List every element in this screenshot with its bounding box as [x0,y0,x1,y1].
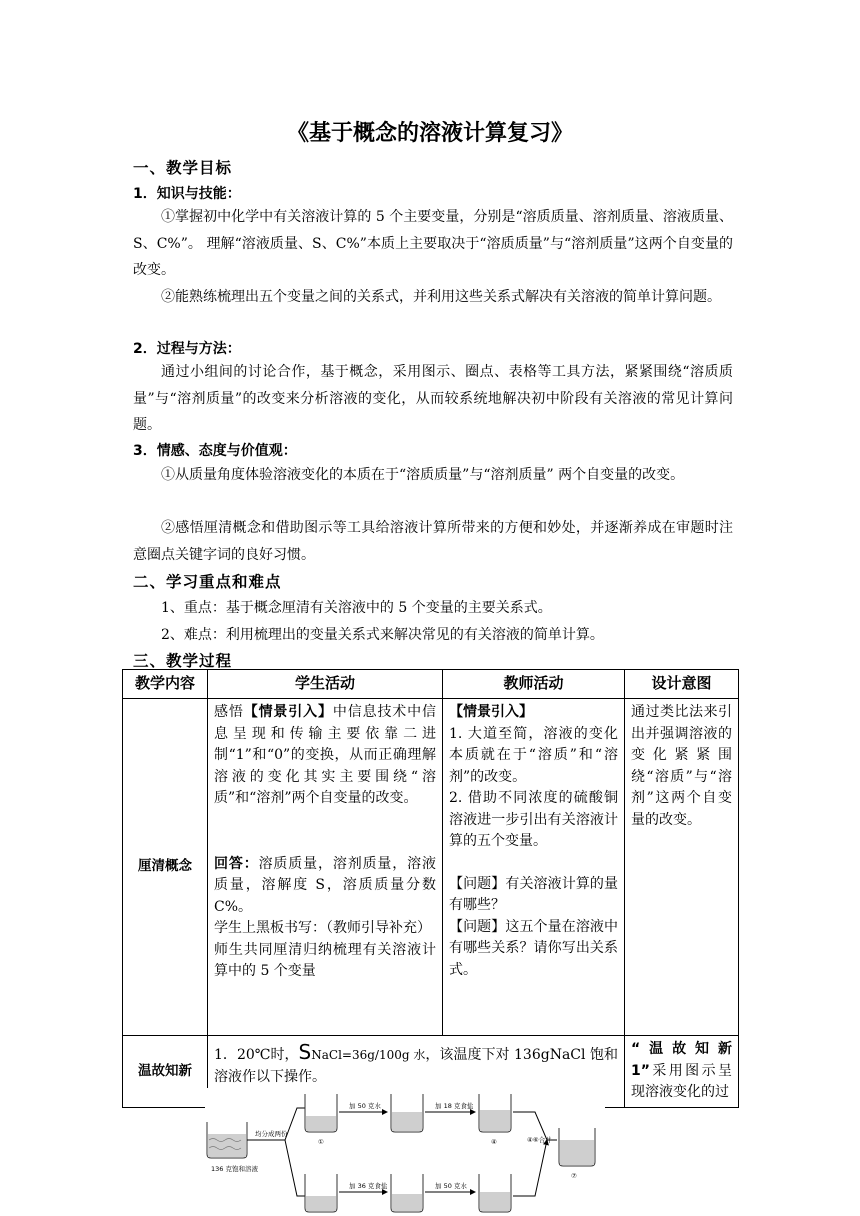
focus-point: 1、重点：基于概念厘清有关溶液中的 5 个变量的主要关系式。 [161,600,552,616]
student-activity-cell [208,699,443,1036]
split-label: 均分成两份 [255,1130,288,1138]
top-step-1-label: 加 50 克水 [349,1102,381,1110]
design-intent-cell: 通过类比法来引出并强调溶液的变化紧紧围绕“溶质”与“溶剂”这两个自变量的改变。 [625,699,739,1036]
table-header-row [123,670,739,699]
header-student: 学生活动 [208,670,443,699]
teaching-process-table [122,669,739,1108]
subheading-knowledge: 1．知识与技能： [133,186,241,202]
teacher-question-1: 【问题】有关溶液计算的量有哪些？ [449,875,618,913]
bottom-step-1-label: 加 36 克食盐 [349,1182,388,1190]
review-content-cell: 1．20℃时，SNaCl=36g/100g 水，该温度下对 136gNaCl 饱和溶液作以下操作。 [208,1036,625,1108]
row-label-review: 温故知新 [123,1036,208,1108]
top-step-2-label: 加 18 克食盐 [435,1102,474,1110]
beaker-4-label: ④ [491,1138,497,1146]
paragraph-knowledge-1: ①掌握初中化学中有关溶液计算的 5 个主要变量，分别是“溶质质量、溶剂质量、溶液质量、S、C%”。 理解“溶液质量、S、C%”本质上主要取决于“溶质质量”与“溶剂质量”这两个自变量的改变。 [133,209,733,278]
student-activity-intro: 感悟【情景引入】中信息技术中信息呈现和传输主要依靠二进制“1”和“0”的变换，从而正确理解溶液的变化其实主要围绕“溶质”和“溶剂”两个自变量的改变。 [214,704,437,806]
table-row [123,699,739,1036]
header-intent: 设计意图 [625,670,739,699]
bottom-step-2-label: 加 50 克水 [435,1182,467,1190]
paragraph-knowledge-2: ②能熟练梳理出五个变量之间的关系式，并利用这些关系式解决有关溶液的简单计算问题。 [161,289,721,305]
teacher-point-2: 2. 借助不同浓度的硫酸铜溶液进一步引出有关溶液计算的五个变量。 [449,790,618,849]
start-beaker-label: 136 克饱和溶液 [211,1165,258,1173]
paragraph-method: 通过小组间的讨论合作，基于概念，采用图示、圈点、表格等工具方法，紧紧围绕“溶质质量”与“溶剂质量”的改变来分析溶液的变化，从而较系统地解决初中阶段有关溶液的常见计算问题。 [133,364,733,433]
teacher-scene-intro: 【情景引入】 [449,704,533,720]
review-intent-cell: “温故知新 1”采用图示呈现溶液变化的过 [625,1036,739,1108]
section-heading-focus: 二、学习重点和难点 [133,573,282,591]
subheading-method: 2．过程与方法： [133,341,241,357]
section-heading-goals: 一、教学目标 [133,159,233,177]
solution-process-diagram [205,1088,605,1216]
beaker-7-label: ⑦ [571,1172,577,1180]
subheading-attitude: 3．情感、态度与价值观： [133,443,297,459]
teacher-question-2: 【问题】这五个量在溶液中有哪些关系？请你写出关系式。 [449,918,618,978]
student-board-writing: 学生上黑板书写：（教师引导补充） [214,920,431,936]
beaker-1-label: ① [318,1138,324,1146]
row-label-concepts: 厘清概念 [123,699,208,1036]
student-summary: 师生共同厘清归纳梳理有关溶液计算中的 5 个变量 [214,941,436,979]
header-teacher: 教师活动 [443,670,625,699]
paragraph-attitude-2: ②感悟厘清概念和借助图示等工具给溶液计算所带来的方便和妙处，并逐渐养成在审题时注意圈点关键字词的良好习惯。 [133,520,733,563]
paragraph-attitude-1: ①从质量角度体验溶液变化的本质在于“溶质质量”与“溶剂质量” 两个自变量的改变。 [161,467,685,483]
teacher-activity-cell [443,699,625,1036]
student-answer: 回答：溶质质量，溶剂质量，溶液质量，溶解度 S，溶质质量分数 C%。 [214,855,437,915]
section-heading-process: 三、教学过程 [133,652,233,670]
header-content: 教学内容 [123,670,208,699]
page-title: 《基于概念的溶液计算复习》 [286,121,573,146]
difficulty-point: 2、难点：利用梳理出的变量关系式来解决常见的有关溶液的简单计算。 [161,627,604,643]
teacher-point-1: 1. 大道至简，溶液的变化本质就在于“溶质”和“溶剂”的改变。 [449,725,618,785]
merge-label: ④⑥合并 [527,1136,552,1144]
